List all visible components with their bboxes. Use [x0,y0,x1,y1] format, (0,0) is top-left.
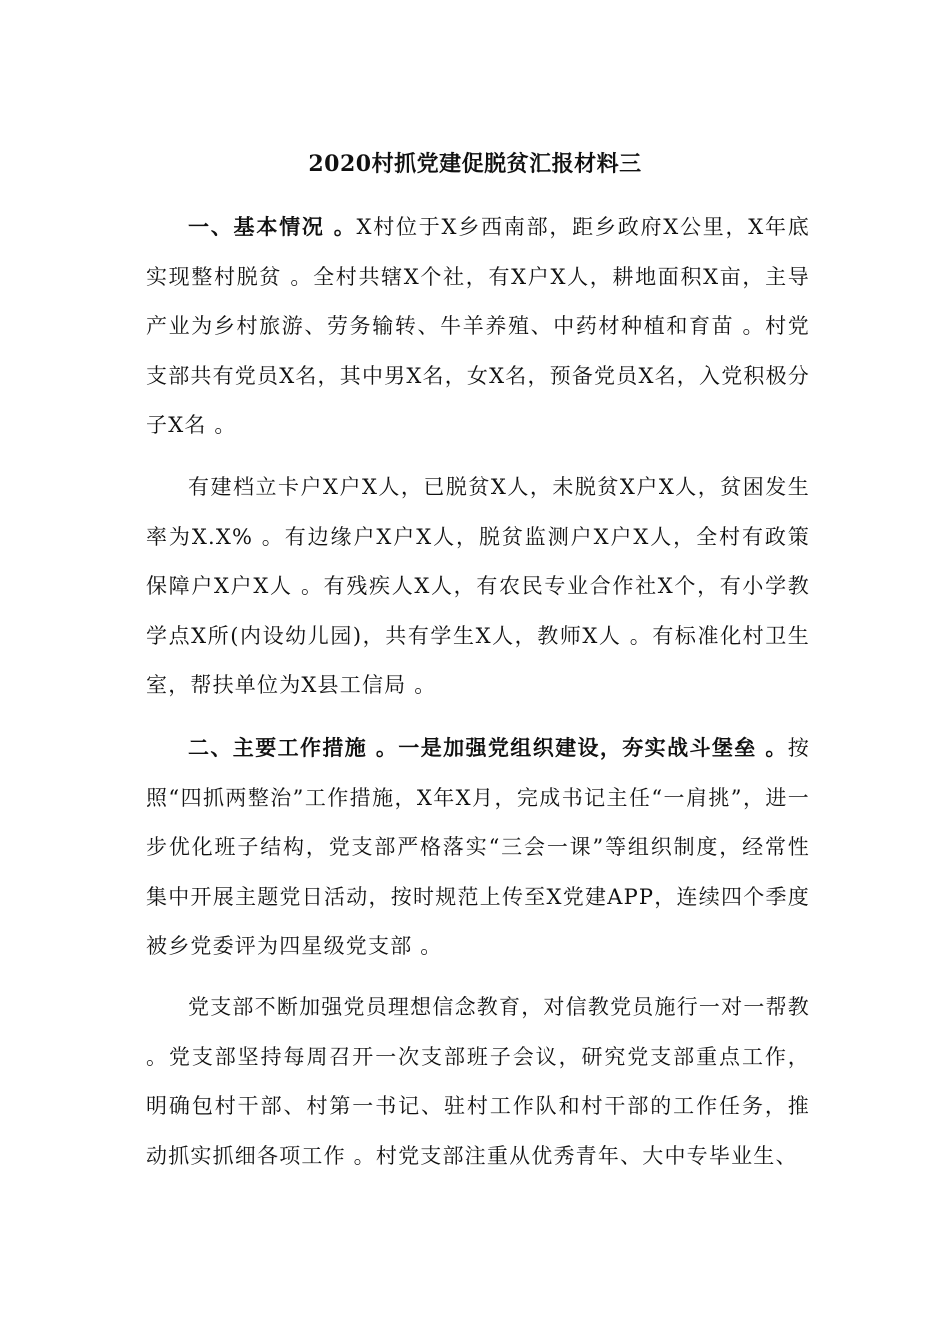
document-title: 2020村抓党建促脱贫汇报材料三 [308,151,642,177]
paragraph-text: 有建档立卡户X户X人，已脱贫X人，未脱贫X户X人，贫困发生率为X.X% 。有边缘户X户X人，脱贫监测户X户X人，全村有政策保障户X户X人 。有残疾人X人，有农民专业合作社X个，有小学教学点X所(内设幼儿园)，共有学生X人，教师X人 。有标准化村卫生室，帮扶单位为X县工信局 。 [146,475,810,697]
paragraph-party-education [146,983,810,1181]
paragraph-text: X村位于X乡西南部，距乡政府X公里，X年底实现整村脱贫 。全村共辖X个社，有X户X人，耕地面积X亩，主导产业为乡村旅游、劳务输转、牛羊养殖、中药材种植和育苗 。村党支部共有党员X名，其中男X名，女X名，预备党员X名，入党积极分子X名 。 [146,215,810,437]
paragraph-basic-situation [146,202,810,451]
paragraph-main-measures [146,723,810,972]
section-heading-basic-situation: 一、基本情况 。 [188,214,357,239]
paragraph-poverty-stats [146,463,810,711]
paragraph-text: 党支部不断加强党员理想信念教育，对信教党员施行一对一帮教 。党支部坚持每周召开一次支部班子会议，研究党支部重点工作，明确包村干部、村第一书记、驻村工作队和村干部的工作任务，推动抓实抓细各项工作 。村党支部注重从优秀青年、大中专毕业生、 [146,995,810,1168]
paragraph-text: 按照“四抓两整治”工作措施，X年X月，完成书记主任“一肩挑”，进一步优化班子结构，党支部严格落实“三会一课”等组织制度，经常性集中开展主题党日活动，按时规范上传至X党建APP，连续四个季度被乡党委评为四星级党支部 。 [146,736,810,958]
section-heading-main-measures: 二、主要工作措施 。一是加强党组织建设，夯实战斗堡垒 。 [188,735,788,760]
